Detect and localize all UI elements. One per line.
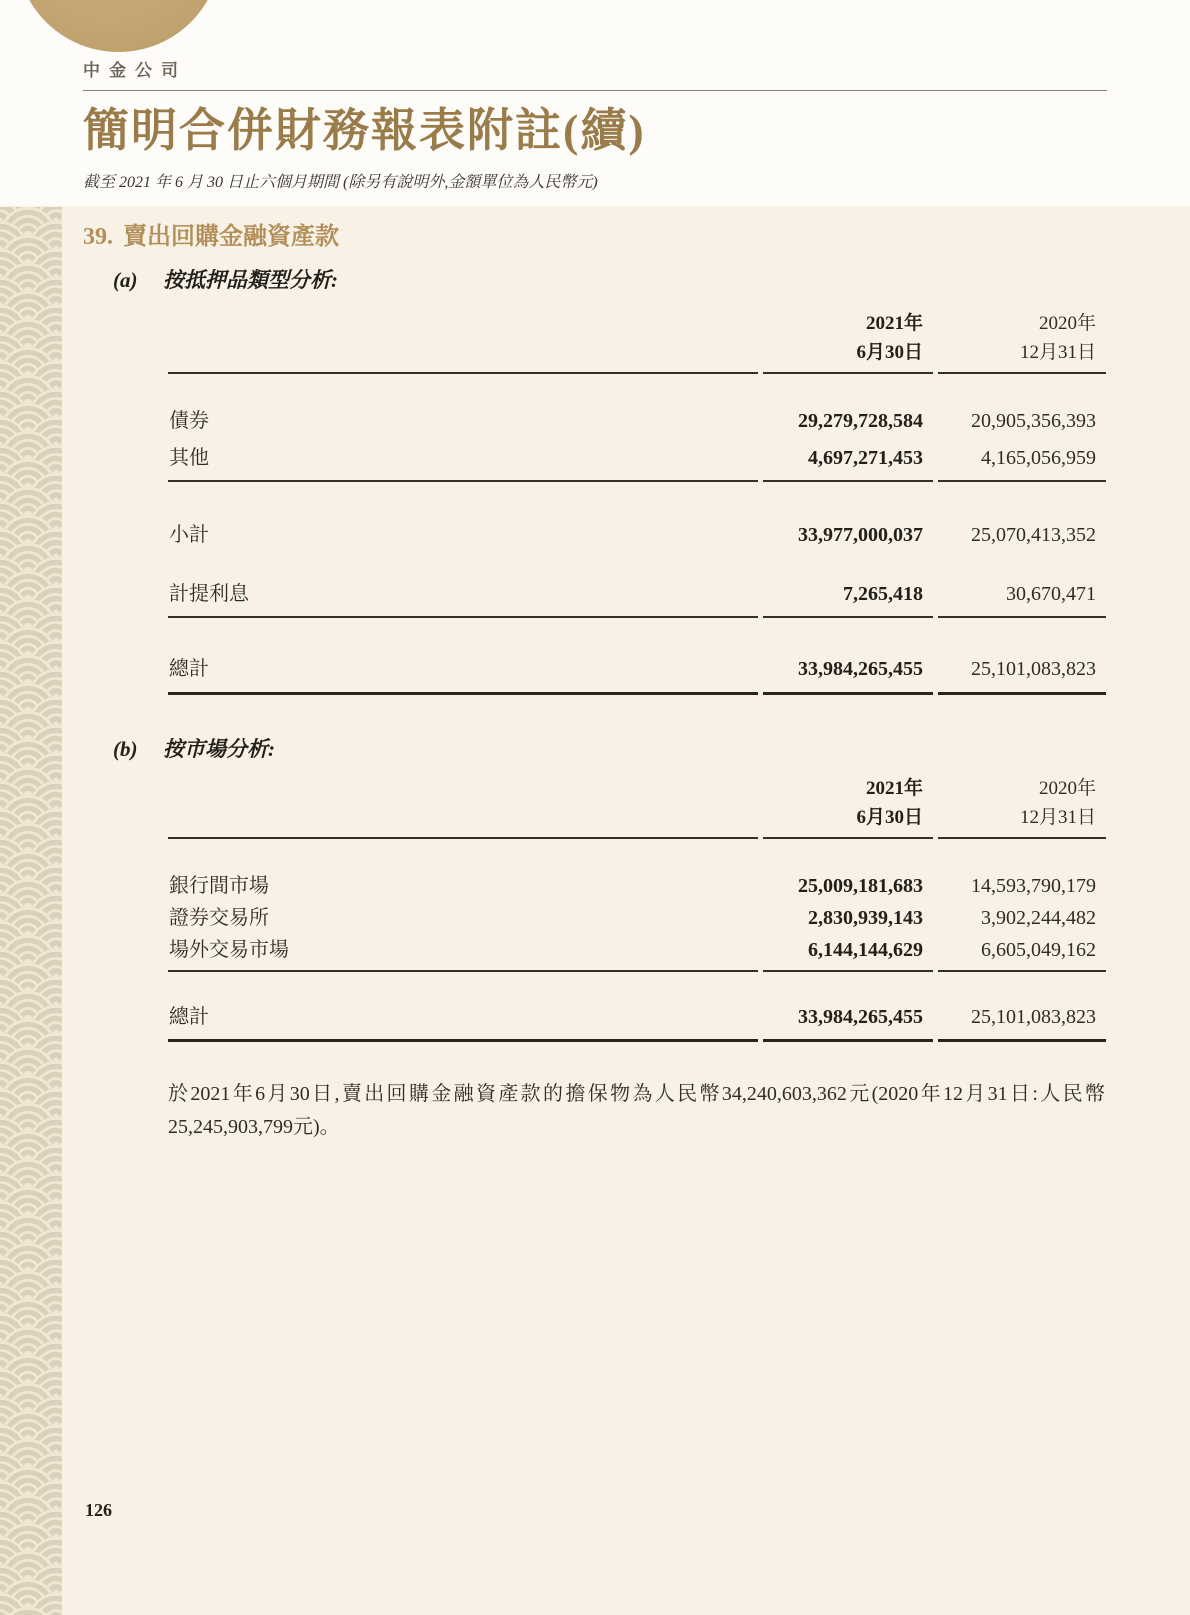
page-number: 126 xyxy=(85,1500,112,1520)
header-col-2020 xyxy=(938,773,1106,839)
table-row-interest xyxy=(168,549,1106,618)
table-row xyxy=(168,839,1106,900)
subsection-a-heading xyxy=(113,266,1107,294)
col-2020-date: 12月31日 xyxy=(1019,807,1096,828)
value-2021: 33,984,265,455 xyxy=(763,618,933,695)
value-2021: 29,279,728,584 xyxy=(798,410,923,432)
collateral-type-table xyxy=(163,308,1111,695)
value-2020: 20,905,356,393 xyxy=(971,410,1096,432)
col-2021-year: 2021年 xyxy=(865,313,923,334)
header-col-2021 xyxy=(763,773,933,839)
table-row xyxy=(168,900,1106,932)
section-39-title: 賣出回購金融資產款 xyxy=(123,224,339,250)
subsection-b-heading xyxy=(113,735,1107,763)
col-2021-year: 2021年 xyxy=(865,778,923,799)
subsection-a-title: 按抵押品類型分析: xyxy=(163,268,338,292)
market-analysis-table xyxy=(163,773,1111,1042)
value-2021: 25,009,181,683 xyxy=(798,875,923,897)
table-row xyxy=(168,374,1106,435)
row-label: 證券交易所 xyxy=(169,907,269,929)
table-row-total xyxy=(168,972,1106,1042)
row-label: 小計 xyxy=(169,524,209,546)
section-39-heading xyxy=(83,222,1107,252)
value-2020: 25,101,083,823 xyxy=(938,972,1106,1042)
table-row xyxy=(168,435,1106,482)
row-label: 總計 xyxy=(168,618,758,695)
value-2020: 14,593,790,179 xyxy=(971,875,1096,897)
value-2020: 25,101,083,823 xyxy=(938,618,1106,695)
col-2021-date: 6月30日 xyxy=(856,342,923,363)
row-label: 計提利息 xyxy=(168,549,758,618)
value-2021: 4,697,271,453 xyxy=(763,435,933,482)
subsection-b-title: 按市場分析: xyxy=(163,737,275,761)
row-label: 其他 xyxy=(168,435,758,482)
table-header-row xyxy=(168,308,1106,374)
subsection-b-label: (b) xyxy=(113,737,138,761)
table-header-row xyxy=(168,773,1106,839)
value-2020: 30,670,471 xyxy=(938,549,1106,618)
value-2021: 33,977,000,037 xyxy=(798,524,923,546)
document-subtitle: 截至 2021 年 6 月 30 日止六個月期間 (除另有說明外,金額單位為人民幣元) xyxy=(83,174,598,191)
value-2020: 3,902,244,482 xyxy=(981,907,1096,929)
header-label-cell xyxy=(168,308,758,374)
row-label: 場外交易市場 xyxy=(168,932,758,972)
row-label: 銀行間市場 xyxy=(169,875,269,897)
value-2020: 25,070,413,352 xyxy=(971,524,1096,546)
col-2020-year: 2020年 xyxy=(1038,313,1096,334)
section-39-number: 39. xyxy=(83,224,113,250)
row-label: 債券 xyxy=(169,410,209,432)
value-2020: 4,165,056,959 xyxy=(938,435,1106,482)
brand-name: 中金公司 xyxy=(83,61,187,80)
page-content xyxy=(0,56,1190,1144)
header-divider xyxy=(83,90,1107,91)
col-2020-year: 2020年 xyxy=(1038,778,1096,799)
col-2021-date: 6月30日 xyxy=(856,807,923,828)
header-col-2021 xyxy=(763,308,933,374)
value-2021: 7,265,418 xyxy=(763,549,933,618)
table-row xyxy=(168,932,1106,972)
document-title: 簡明合併財務報表附註(續) xyxy=(83,105,646,156)
value-2021: 6,144,144,629 xyxy=(763,932,933,972)
table-row-subtotal xyxy=(168,482,1106,549)
subsection-a-label: (a) xyxy=(113,268,138,292)
header-label-cell xyxy=(168,773,758,839)
value-2021: 33,984,265,455 xyxy=(763,972,933,1042)
footnote-text: 於2021年6月30日,賣出回購金融資產款的擔保物為人民幣34,240,603,362元(2020年12月31日:人民幣25,245,903,799元)。 xyxy=(168,1083,1105,1138)
value-2020: 6,605,049,162 xyxy=(938,932,1106,972)
col-2020-date: 12月31日 xyxy=(1019,342,1096,363)
row-label: 總計 xyxy=(168,972,758,1042)
table-row-total xyxy=(168,618,1106,695)
header-col-2020 xyxy=(938,308,1106,374)
value-2021: 2,830,939,143 xyxy=(808,907,923,929)
